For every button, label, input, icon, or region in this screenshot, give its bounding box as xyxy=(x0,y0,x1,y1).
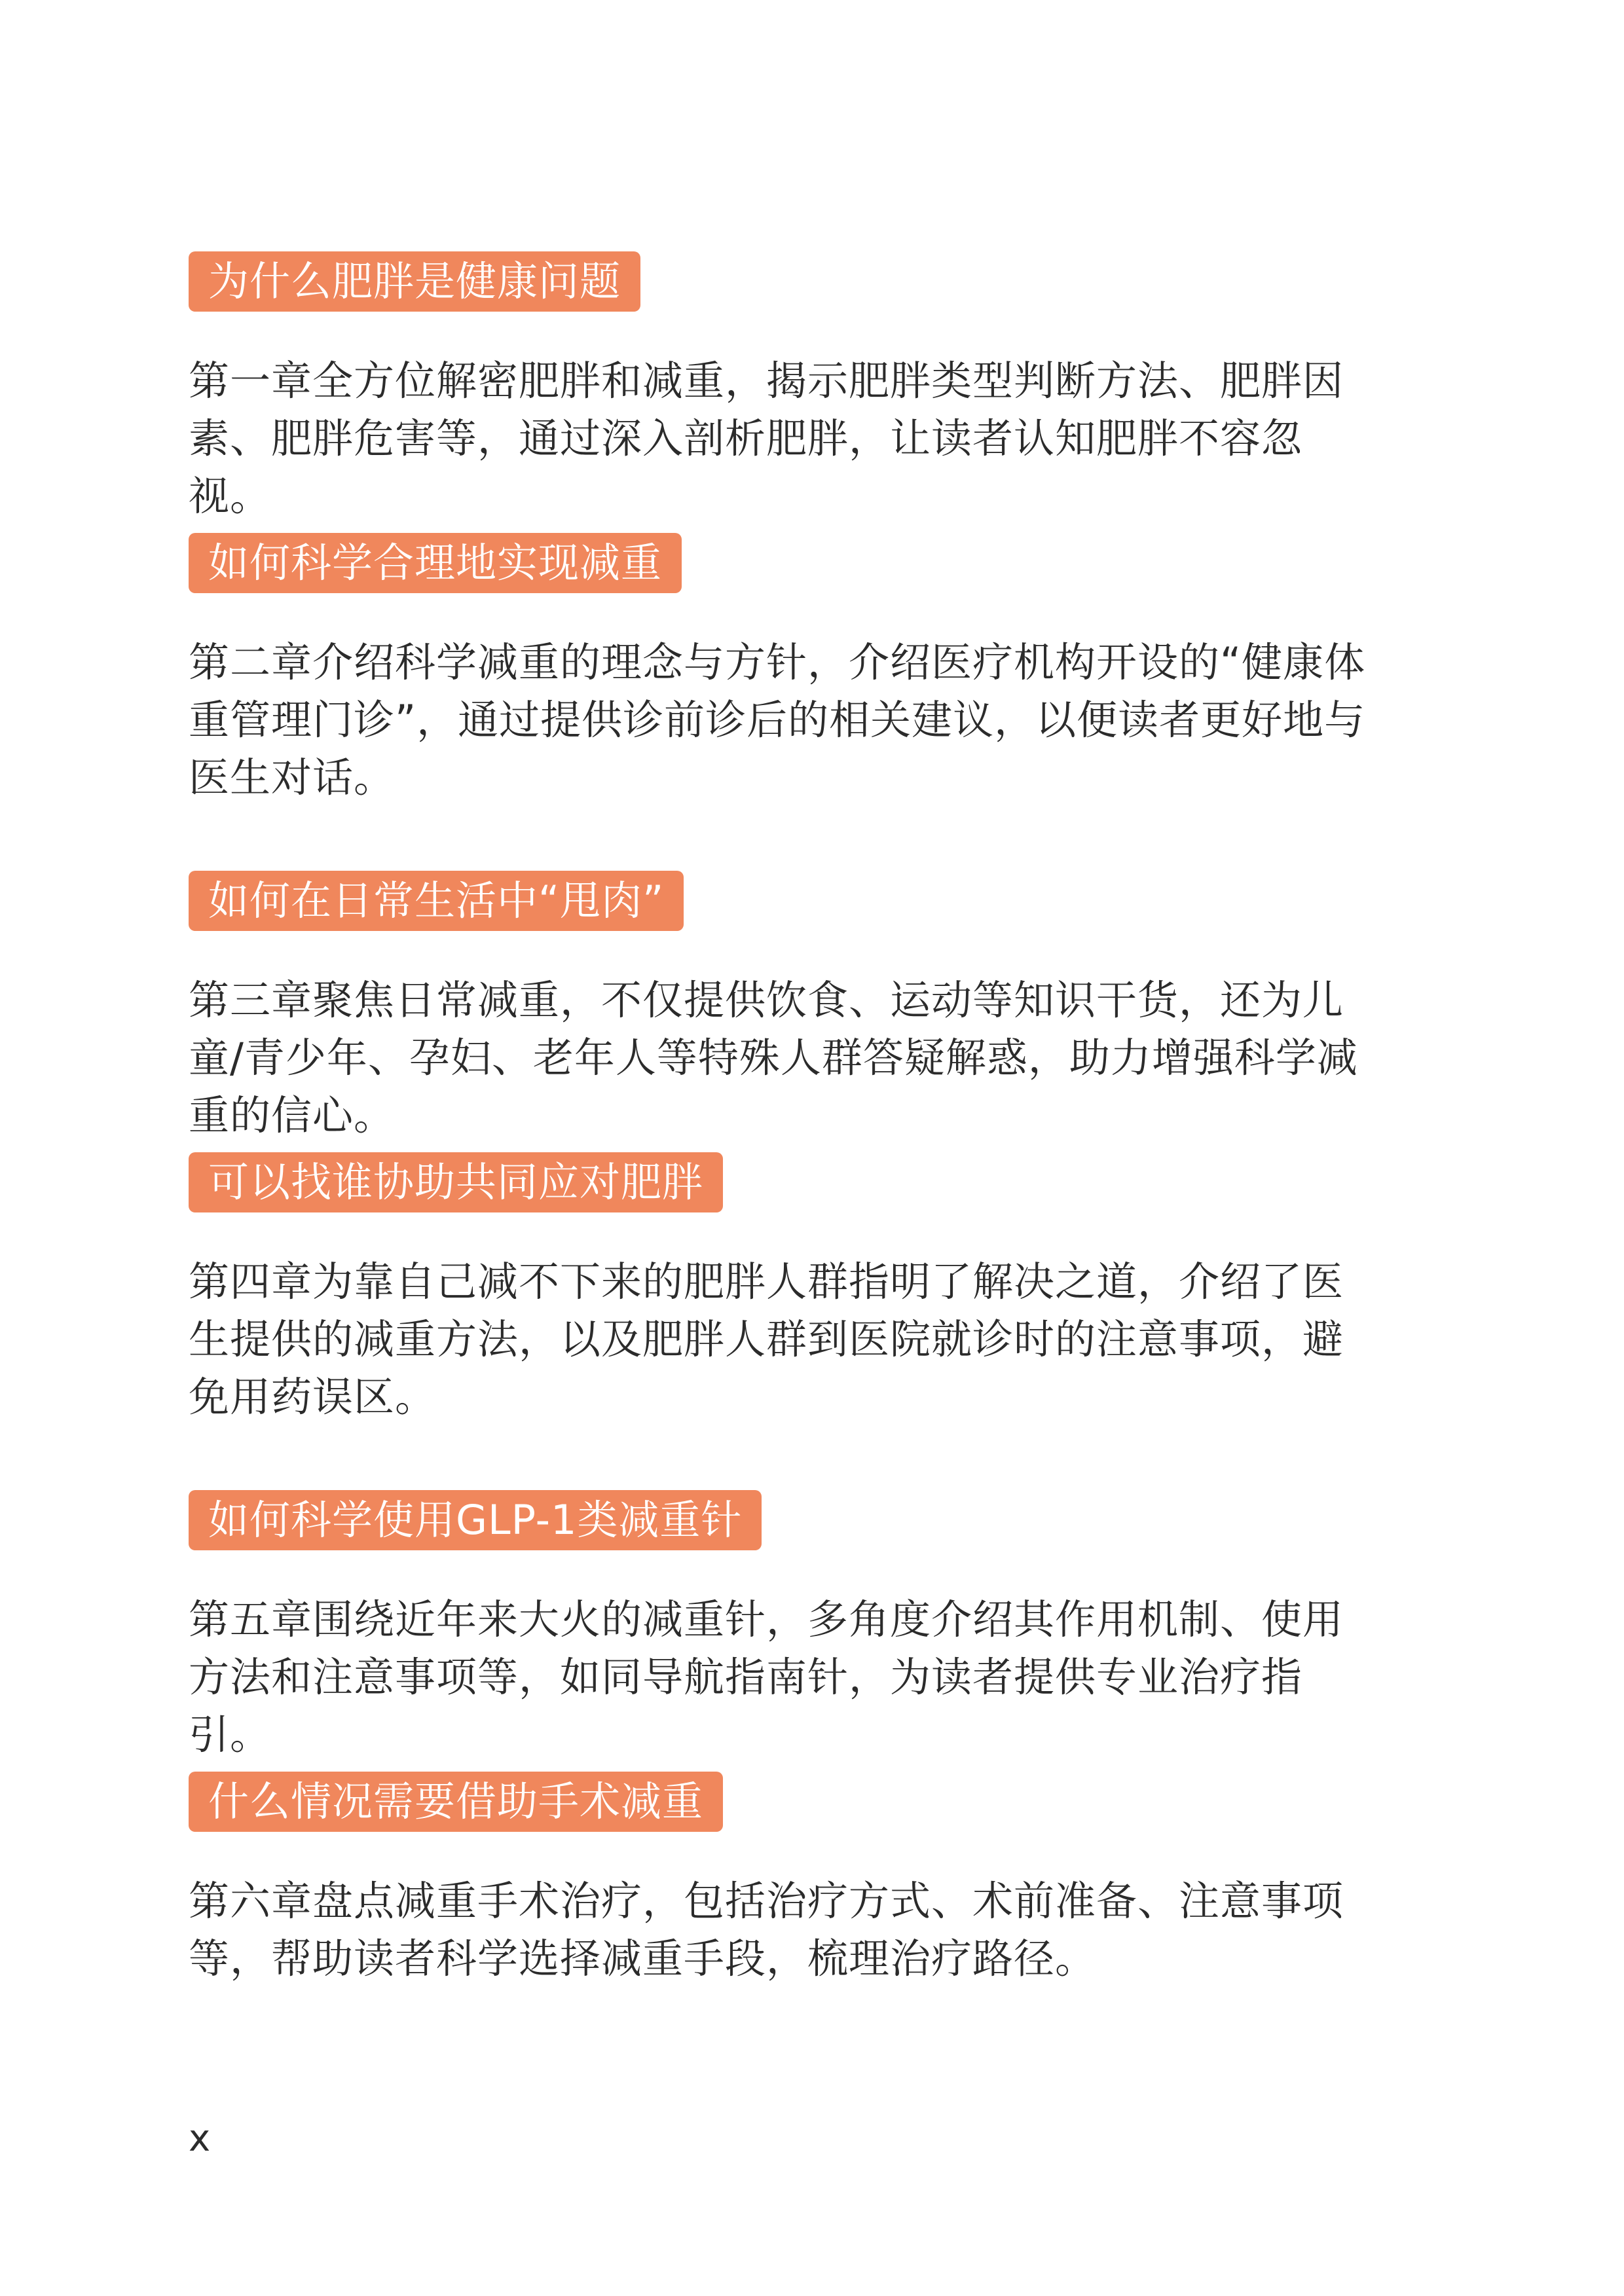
section-5 xyxy=(189,1490,1367,1764)
section-body: 第六章盘点减重手术治疗，包括治疗方式、术前准备、注意事项等，帮助读者科学选择减重手段，梳理治疗路径。 xyxy=(189,1877,1344,1982)
section-body: 第四章为靠自己减不下来的肥胖人群指明了解决之道，介绍了医生提供的减重方法，以及肥胖人群到医院就诊时的注意事项，避免用药误区。 xyxy=(189,1258,1344,1421)
section-body: 第三章聚焦日常减重，不仅提供饮食、运动等知识干货，还为儿童/青少年、孕妇、老年人等特殊人群答疑解惑，助力增强科学减重的信心。 xyxy=(189,976,1358,1139)
page-number: x xyxy=(189,2117,211,2160)
section-heading: 可以找谁协助共同应对肥胖 xyxy=(189,1152,723,1212)
section-body: 第二章介绍科学减重的理念与方针，介绍医疗机构开设的“健康体重管理门诊”，通过提供诊前诊后的相关建议，以便读者更好地与医生对话。 xyxy=(189,638,1366,801)
section-2 xyxy=(189,533,1367,807)
section-heading: 什么情况需要借助手术减重 xyxy=(189,1772,723,1832)
section-heading: 如何科学合理地实现减重 xyxy=(189,533,682,593)
section-heading: 如何在日常生活中“甩肉” xyxy=(189,871,684,931)
section-4 xyxy=(189,1152,1367,1426)
section-1 xyxy=(189,251,1367,525)
section-body: 第一章全方位解密肥胖和减重，揭示肥胖类型判断方法、肥胖因素、肥胖危害等，通过深入剖析肥胖，让读者认知肥胖不容忽视。 xyxy=(189,357,1344,520)
section-6 xyxy=(189,1772,1367,1988)
section-body: 第五章围绕近年来大火的减重针，多角度介绍其作用机制、使用方法和注意事项等，如同导航指南针，为读者提供专业治疗指引。 xyxy=(189,1595,1344,1758)
section-heading: 如何科学使用GLP-1类减重针 xyxy=(189,1490,762,1550)
section-heading: 为什么肥胖是健康问题 xyxy=(189,251,640,312)
section-3 xyxy=(189,871,1367,1144)
